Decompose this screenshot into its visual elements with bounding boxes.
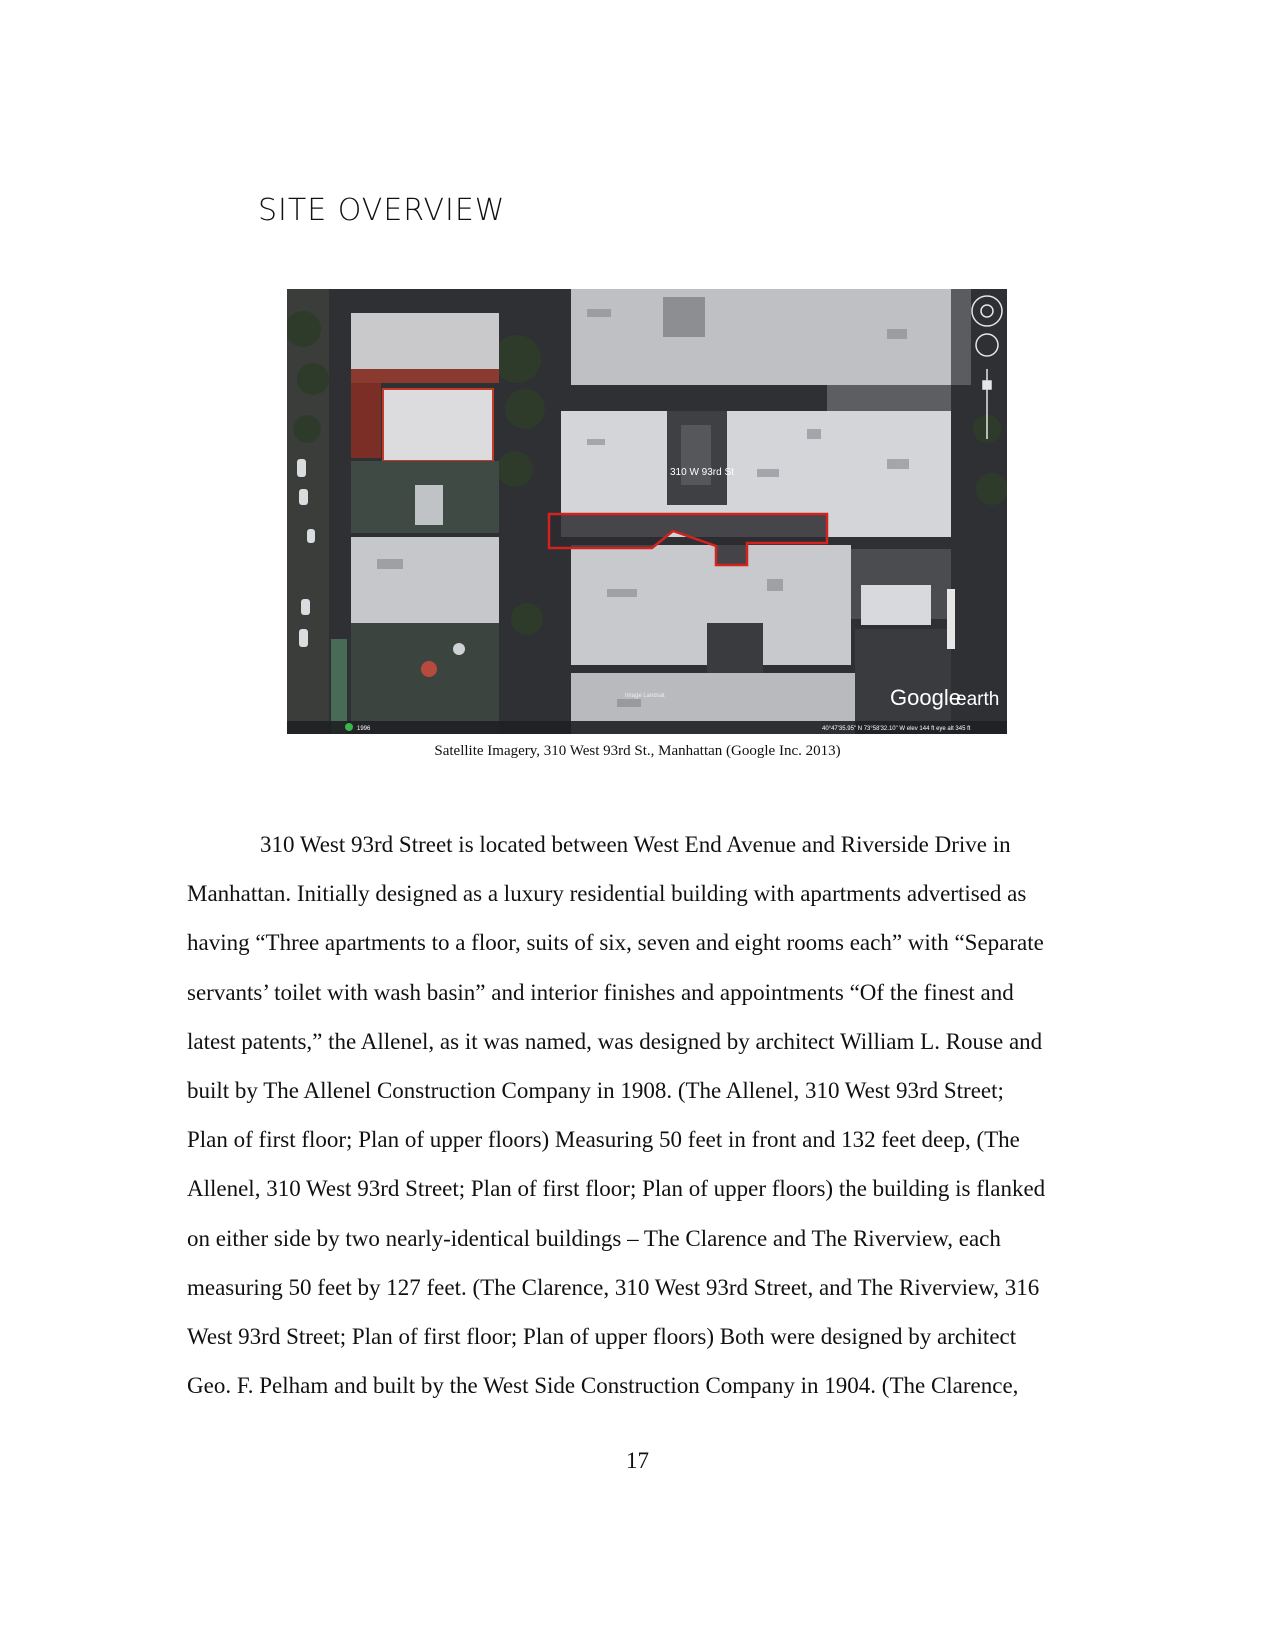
figure-caption: Satellite Imagery, 310 West 93rd St., Manhattan (Google Inc. 2013) [434, 743, 841, 759]
body-paragraph [187, 820, 1112, 1410]
body-line: having “Three apartments to a floor, suits of six, seven and eight rooms each” with “Separate [187, 930, 1044, 956]
satellite-image [287, 289, 1007, 734]
status-coords: 40°47'35.95" N 73°58'32.10" W elev 144 ft eye alt 345 ft [822, 726, 971, 732]
body-line: West 93rd Street; Plan of first floor; Plan of upper floors) Both were designed by architect [187, 1324, 1017, 1350]
body-line: Allenel, 310 West 93rd Street; Plan of first floor; Plan of upper floors) the building is flanked [187, 1176, 1046, 1202]
body-line: servants’ toilet with wash basin” and interior finishes and appointments “Of the finest and [187, 979, 1014, 1005]
page-number: 17 [626, 1448, 649, 1473]
map-label: 310 W 93rd St [670, 467, 734, 478]
earth-watermark: earth [956, 689, 1000, 710]
body-line: measuring 50 feet by 127 feet. (The Clarence, 310 West 93rd Street, and The Riverview, 316 [187, 1274, 1040, 1300]
body-line: Manhattan. Initially designed as a luxury residential building with apartments advertised as [187, 881, 1027, 907]
body-line: Plan of first floor; Plan of upper floors) Measuring 50 feet in front and 132 feet deep, (The [187, 1127, 1020, 1153]
body-line: built by The Allenel Construction Company in 1908. (The Allenel, 310 West 93rd Street; [187, 1078, 1004, 1104]
date-badge: 1996 [357, 726, 371, 732]
image-credit: Image Landsat [625, 693, 665, 699]
body-line: latest patents,” the Allenel, as it was named, was designed by architect William L. Rouse and [187, 1028, 1043, 1054]
body-line: Geo. F. Pelham and built by the West Side Construction Company in 1904. (The Clarence, [187, 1373, 1019, 1399]
google-watermark: Google [890, 685, 961, 710]
page-heading: SITE OVERVIEW [258, 193, 506, 228]
body-line: 310 West 93rd Street is located between West End Avenue and Riverside Drive in [260, 832, 1011, 857]
body-line: on either side by two nearly-identical buildings – The Clarence and The Riverview, each [187, 1225, 1001, 1251]
